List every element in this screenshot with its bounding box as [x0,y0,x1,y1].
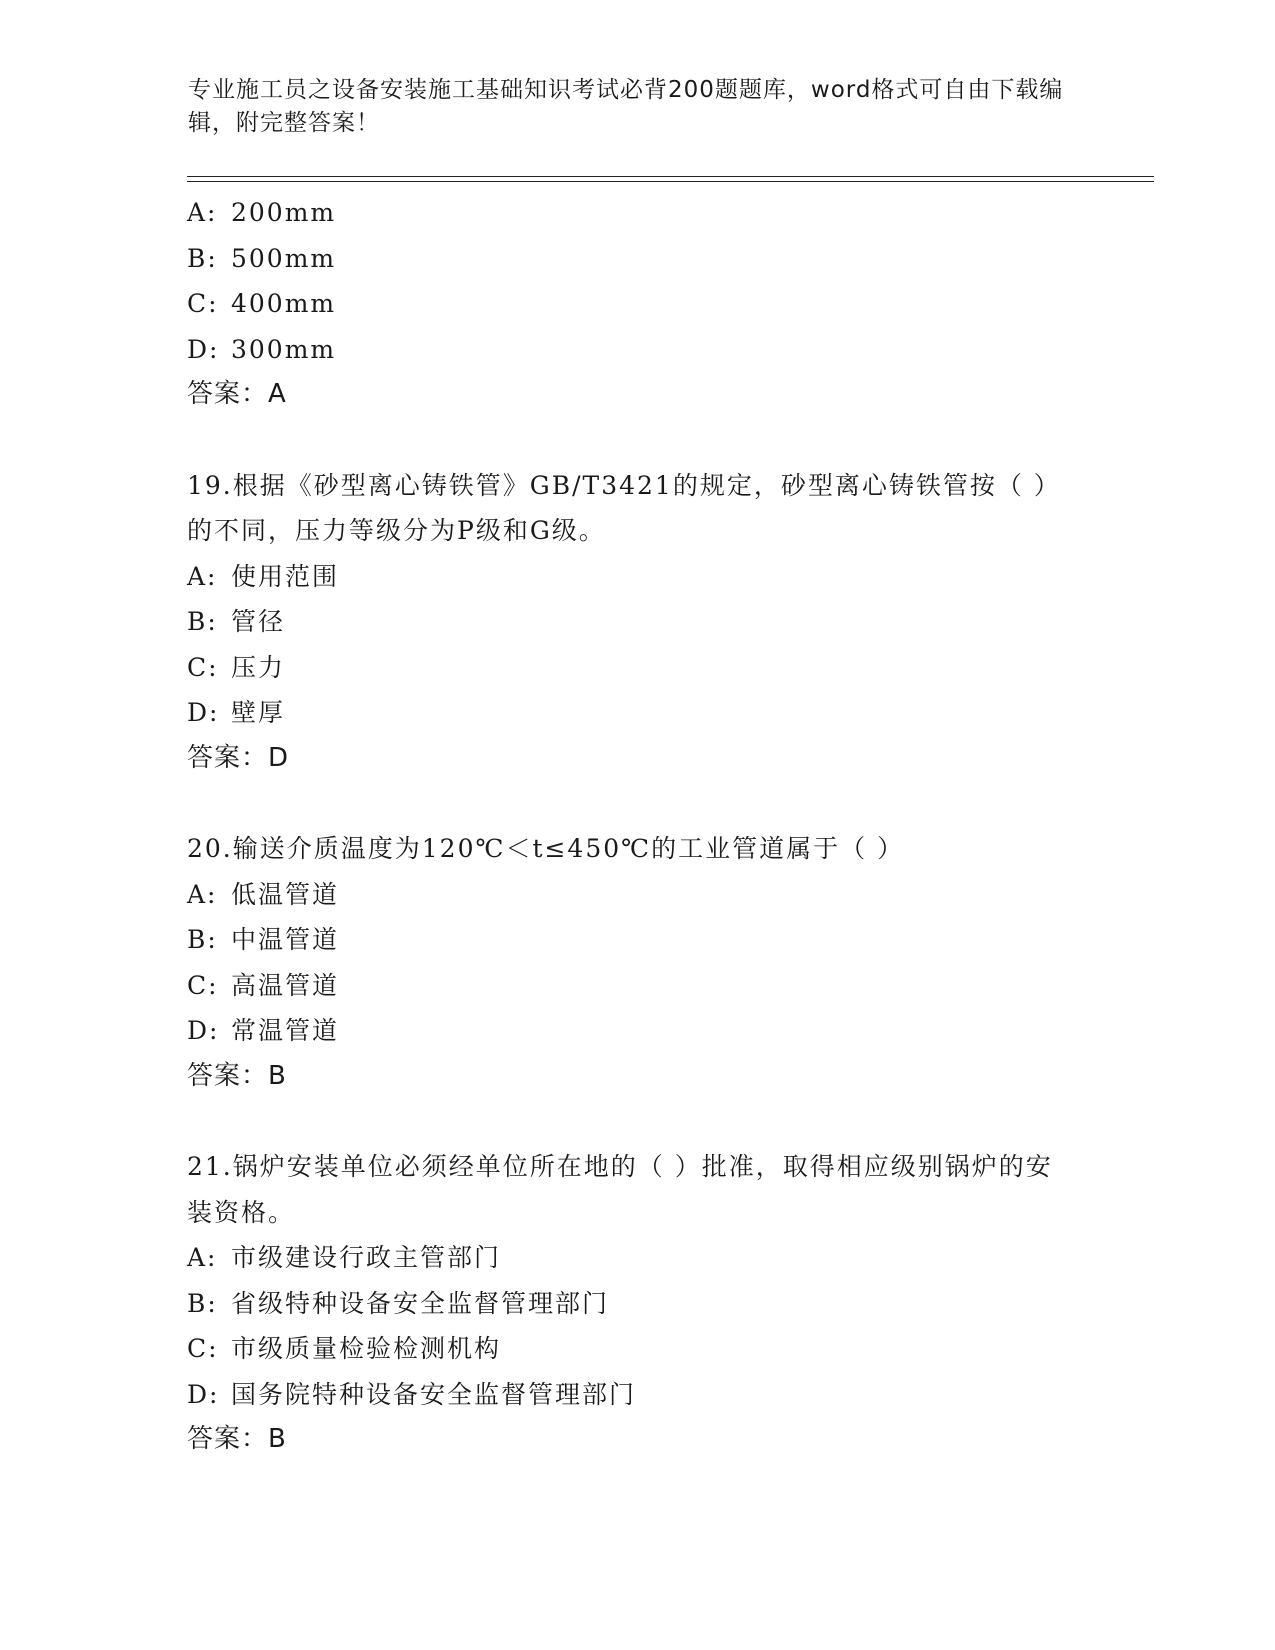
option-letter: A: [187,1243,218,1272]
option-text: 使用范围 [231,561,340,591]
option-text: 市级质量检验检测机构 [231,1334,502,1363]
option-letter: A: [187,879,218,909]
question-list [187,190,1087,1463]
option-letter: A: [187,198,218,227]
option-c [187,281,1087,327]
option-letter: D: [187,334,220,364]
option-letter: D: [187,698,220,727]
option-text: 400mm [231,289,337,318]
option-d [187,327,1087,373]
option-text: 中温管道 [231,925,340,954]
option-a [187,872,1087,918]
option-text: 常温管道 [231,1016,340,1045]
option-letter: A: [187,561,218,591]
answer-line: 答案：A [187,379,287,409]
question-text: 21.锅炉安装单位必须经单位所在地的（ ）批准，取得相应级别锅炉的安装资格。 [187,1152,1053,1227]
option-d [187,1372,1087,1418]
option-letter: B: [187,607,218,636]
answer-line: 答案：D [187,742,290,773]
question-block [187,1144,1087,1463]
option-letter: C: [187,1334,219,1363]
option-letter: B: [187,1288,218,1318]
answer-line: 答案：B [187,1060,287,1091]
option-c [187,1326,1087,1372]
option-b [187,599,1087,645]
option-text: 省级特种设备安全监督管理部门 [231,1288,610,1318]
option-c [187,645,1087,691]
option-letter: D: [187,1016,220,1045]
answer-line: 答案：B [187,1424,287,1454]
option-letter: B: [187,925,218,954]
option-letter: C: [187,289,219,318]
option-d [187,690,1087,736]
document-header: 专业施工员之设备安装施工基础知识考试必背200题题库，word格式可自由下载编辑，附完整答案！ [188,77,1064,136]
option-c [187,963,1087,1009]
option-a [187,1235,1087,1281]
option-a [187,190,1087,236]
question-block [187,190,1087,418]
question-text: 20.输送介质温度为120℃＜t≤450℃的工业管道属于（ ） [187,834,905,863]
question-block [187,826,1087,1099]
question-text: 19.根据《砂型离心铸铁管》GB/T3421的规定，砂型离心铸铁管按（ ）的不同，压力等级分为P级和G级。 [187,470,1061,545]
option-letter: C: [187,652,219,682]
option-text: 市级建设行政主管部门 [231,1243,502,1272]
option-letter: B: [187,243,218,273]
question-block [187,463,1087,782]
option-text: 壁厚 [231,698,286,727]
option-letter: C: [187,970,219,1000]
option-text: 300mm [231,334,337,364]
option-b [187,236,1087,282]
option-b [187,917,1087,963]
option-text: 500mm [231,243,337,273]
option-text: 压力 [231,652,286,682]
option-d [187,1008,1087,1054]
option-text: 高温管道 [231,970,340,1000]
option-text: 低温管道 [231,879,340,909]
option-text: 200mm [231,198,337,227]
option-b [187,1281,1087,1327]
option-text: 国务院特种设备安全监督管理部门 [231,1379,637,1409]
header-divider-bottom [187,181,1154,182]
header-divider-top [187,176,1154,177]
option-a [187,554,1087,600]
option-text: 管径 [231,607,286,636]
option-letter: D: [187,1379,220,1409]
